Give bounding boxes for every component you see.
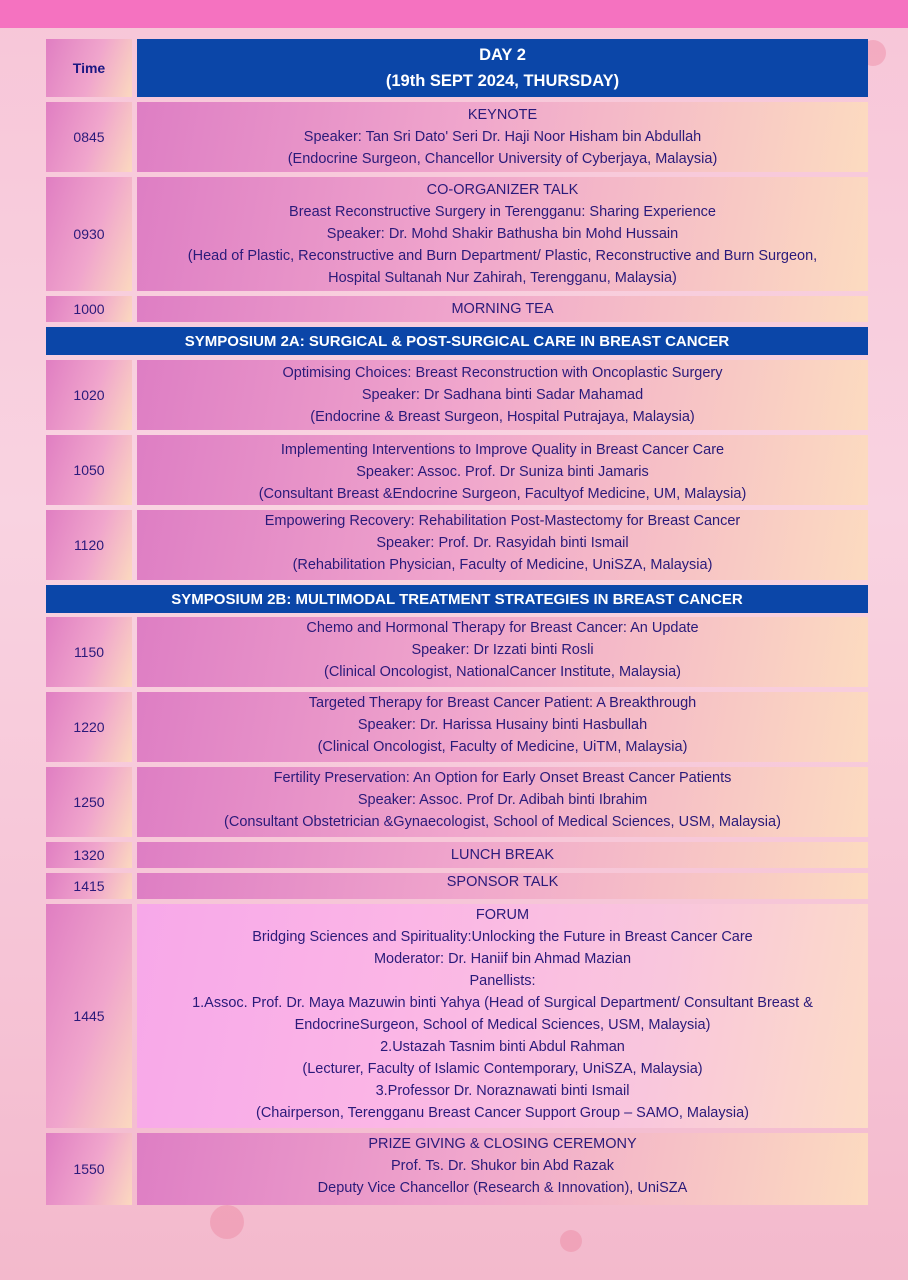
session-time: 1120: [46, 510, 132, 580]
session-affiliation: (Clinical Oncologist, Faculty of Medicine, UiTM, Malaysia): [317, 739, 688, 755]
session-title: PRIZE GIVING & CLOSING CEREMONY: [368, 1136, 637, 1152]
session-affiliation: (Clinical Oncologist, NationalCancer Institute, Malaysia): [323, 664, 681, 680]
session-title: Bridging Sciences and Spirituality:Unlocking the Future in Breast Cancer Care: [252, 929, 753, 945]
session-affiliation: (Consultant Breast &Endocrine Surgeon, Facultyof Medicine, UM, Malaysia): [258, 486, 747, 502]
session-details: [137, 692, 868, 762]
session-details: [137, 1133, 868, 1205]
session-affiliation: Hospital Sultanah Nur Zahirah, Terengganu, Malaysia): [328, 270, 677, 286]
panellists-label: Panellists:: [469, 973, 536, 989]
top-banner-bar: [0, 0, 908, 28]
session-time: 1150: [46, 617, 132, 687]
session-speaker: Speaker: Dr. Harissa Husainy binti Hasbullah: [357, 717, 648, 733]
session-title: Chemo and Hormonal Therapy for Breast Cancer: An Update: [306, 620, 699, 636]
session-row: [46, 873, 868, 899]
session-details: [137, 904, 868, 1128]
session-details: [137, 767, 868, 837]
session-details: [137, 617, 868, 687]
panellist: EndocrineSurgeon, School of Medical Sciences, USM, Malaysia): [294, 1017, 711, 1033]
session-time: 1320: [46, 842, 132, 868]
session-title: SPONSOR TALK: [446, 874, 559, 890]
session-row: [46, 617, 868, 687]
session-details: [137, 510, 868, 580]
session-affiliation: (Head of Plastic, Reconstructive and Burn Department/ Plastic, Reconstructive and Burn Surgeon,: [187, 248, 818, 264]
session-affiliation: (Consultant Obstetrician &Gynaecologist, School of Medical Sciences, USM, Malaysia): [224, 814, 781, 830]
session-time: 1415: [46, 873, 132, 899]
session-title: Breast Reconstructive Surgery in Terengganu: Sharing Experience: [289, 204, 716, 220]
session-row: [46, 842, 868, 868]
panellist: 3.Professor Dr. Noraznawati binti Ismail: [375, 1083, 630, 1099]
session-row: [46, 510, 868, 580]
session-speaker: Speaker: Assoc. Prof. Dr Suniza binti Jamaris: [356, 464, 649, 480]
day-date: (19th SEPT 2024, THURSDAY): [385, 72, 620, 90]
decorative-blob: [560, 1230, 582, 1252]
session-row: [46, 296, 868, 322]
panellist: (Lecturer, Faculty of Islamic Contemporary, UniSZA, Malaysia): [302, 1061, 703, 1077]
session-title: Implementing Interventions to Improve Quality in Breast Cancer Care: [280, 442, 725, 458]
session-speaker: Speaker: Dr Sadhana binti Sadar Mahamad: [361, 387, 644, 403]
session-time: 1020: [46, 360, 132, 430]
session-details: [137, 435, 868, 505]
session-type: CO-ORGANIZER TALK: [426, 182, 579, 198]
day-header: [137, 39, 868, 97]
day-title: DAY 2: [479, 46, 526, 64]
panellist: 2.Ustazah Tasnim binti Abdul Rahman: [380, 1039, 625, 1055]
session-row: [46, 692, 868, 762]
session-speaker: Speaker: Assoc. Prof Dr. Adibah binti Ibrahim: [357, 792, 648, 808]
symposium-header: SYMPOSIUM 2A: SURGICAL & POST-SURGICAL CARE IN BREAST CANCER: [46, 327, 868, 355]
session-title: Targeted Therapy for Breast Cancer Patient: A Breakthrough: [308, 695, 697, 711]
session-affiliation: (Endocrine Surgeon, Chancellor University of Cyberjaya, Malaysia): [287, 151, 718, 167]
session-speaker: Speaker: Prof. Dr. Rasyidah binti Ismail: [376, 535, 629, 551]
session-row: [46, 1133, 868, 1205]
session-details: [137, 842, 868, 868]
session-speaker: Prof. Ts. Dr. Shukor bin Abd Razak: [391, 1158, 614, 1174]
session-title: KEYNOTE: [467, 107, 538, 123]
time-column-header: Time: [46, 39, 132, 97]
session-affiliation: Deputy Vice Chancellor (Research & Innovation), UniSZA: [317, 1180, 688, 1196]
session-time: 1050: [46, 435, 132, 505]
session-row: [46, 435, 868, 505]
session-type: FORUM: [475, 907, 530, 923]
session-affiliation: (Endocrine & Breast Surgeon, Hospital Putrajaya, Malaysia): [310, 409, 695, 425]
session-time: 1445: [46, 904, 132, 1128]
session-title: Optimising Choices: Breast Reconstruction with Oncoplastic Surgery: [282, 365, 723, 381]
session-time: 1220: [46, 692, 132, 762]
symposium-header: SYMPOSIUM 2B: MULTIMODAL TREATMENT STRATEGIES IN BREAST CANCER: [46, 585, 868, 613]
session-speaker: Speaker: Dr. Mohd Shakir Bathusha bin Mohd Hussain: [326, 226, 679, 242]
session-row: [46, 767, 868, 837]
session-time: 0930: [46, 177, 132, 291]
session-row: [46, 102, 868, 172]
session-details: [137, 873, 868, 899]
session-time: 1000: [46, 296, 132, 322]
session-moderator: Moderator: Dr. Haniif bin Ahmad Mazian: [373, 951, 632, 967]
session-title: LUNCH BREAK: [450, 847, 555, 863]
session-time: 1550: [46, 1133, 132, 1205]
session-speaker: Speaker: Tan Sri Dato' Seri Dr. Haji Noor Hisham bin Abdullah: [303, 129, 702, 145]
panellist: 1.Assoc. Prof. Dr. Maya Mazuwin binti Yahya (Head of Surgical Department/ Consultant Breast &: [192, 995, 813, 1011]
schedule-header: [46, 39, 868, 97]
session-speaker: Speaker: Dr Izzati binti Rosli: [411, 642, 594, 658]
session-title: Fertility Preservation: An Option for Early Onset Breast Cancer Patients: [273, 770, 732, 786]
session-row: [46, 360, 868, 430]
session-details: [137, 360, 868, 430]
session-details: [137, 177, 868, 291]
session-row: [46, 177, 868, 291]
session-affiliation: (Rehabilitation Physician, Faculty of Medicine, UniSZA, Malaysia): [292, 557, 713, 573]
session-time: 0845: [46, 102, 132, 172]
decorative-blob: [210, 1205, 244, 1239]
session-details: [137, 296, 868, 322]
panellist: (Chairperson, Terengganu Breast Cancer Support Group – SAMO, Malaysia): [256, 1105, 749, 1121]
session-title: MORNING TEA: [451, 301, 554, 317]
session-details: [137, 102, 868, 172]
session-time: 1250: [46, 767, 132, 837]
session-title: Empowering Recovery: Rehabilitation Post-Mastectomy for Breast Cancer: [264, 513, 741, 529]
session-row: [46, 904, 868, 1128]
